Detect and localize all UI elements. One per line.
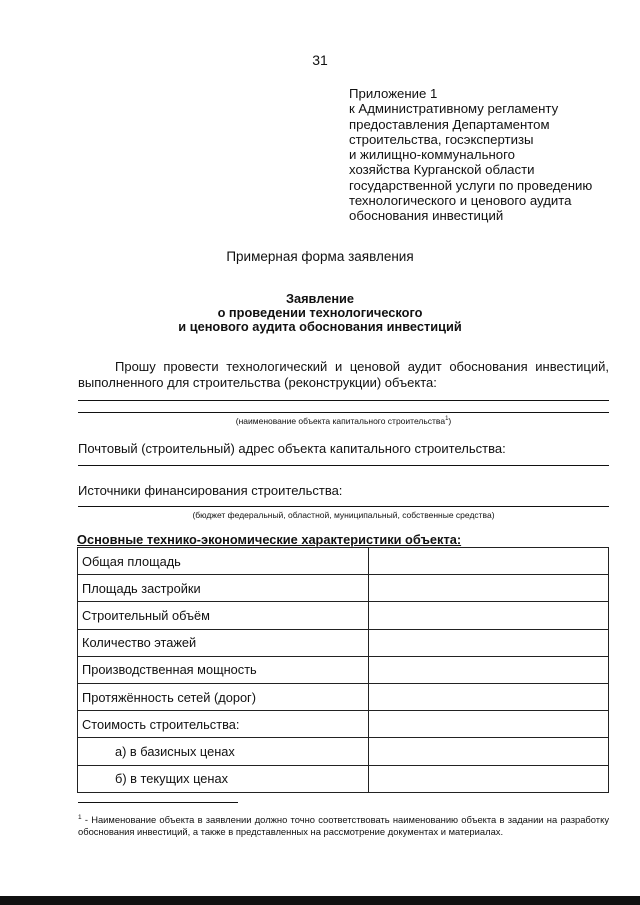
table-row — [78, 548, 609, 575]
appendix-block — [349, 86, 592, 224]
spec-value-cell[interactable] — [369, 683, 609, 710]
appendix-line: предоставления Департаментом — [349, 116, 550, 132]
spec-label: Протяжённость сетей (дорог) — [78, 683, 369, 710]
title-line-2: о проведении технологического — [217, 305, 423, 320]
table-row — [78, 738, 609, 765]
appendix-line: и жилищно-коммунального — [349, 147, 515, 163]
spec-label: Строительный объём — [78, 602, 369, 629]
table-row — [78, 629, 609, 656]
spec-value-cell[interactable] — [369, 575, 609, 602]
appendix-line: обоснования инвестиций — [349, 208, 504, 224]
spec-label: Стоимость строительства: — [78, 711, 369, 738]
specs-table — [77, 547, 609, 793]
spec-value-cell[interactable] — [369, 629, 609, 656]
form-caption: Примерная форма заявления — [226, 249, 414, 264]
appendix-line: к Административному регламенту — [349, 101, 559, 117]
footnote-separator — [78, 802, 238, 803]
title-line-1: Заявление — [285, 291, 355, 306]
table-row — [78, 765, 609, 792]
spec-value-cell[interactable] — [369, 738, 609, 765]
appendix-line: строительства, госэкспертизы — [349, 131, 534, 147]
document-title — [0, 292, 640, 334]
funding-line[interactable] — [78, 506, 609, 507]
object-name-line-1[interactable] — [78, 400, 609, 401]
spec-value-cell[interactable] — [369, 602, 609, 629]
table-row — [78, 683, 609, 710]
appendix-line: государственной услуги по проведению — [349, 177, 593, 193]
footnote-mark: 1 — [78, 814, 82, 821]
scan-border — [0, 896, 640, 905]
page-number: 31 — [312, 52, 328, 68]
spec-value-cell[interactable] — [369, 656, 609, 683]
spec-label: Общая площадь — [78, 548, 369, 575]
table-row — [78, 602, 609, 629]
spec-value-cell[interactable] — [369, 711, 609, 738]
spec-label: Производственная мощность — [78, 656, 369, 683]
spec-label: а) в базисных ценах — [78, 738, 369, 765]
table-row — [78, 575, 609, 602]
funding-label: Источники финансирования строительства: — [78, 483, 343, 498]
spec-label: б) в текущих ценах — [78, 765, 369, 792]
appendix-line: технологического и ценового аудита — [349, 193, 572, 209]
appendix-line: хозяйства Курганской области — [349, 162, 535, 178]
spec-label: Площадь застройки — [78, 575, 369, 602]
title-line-3: и ценового аудита обоснования инвестиций — [178, 319, 462, 334]
spec-value-cell[interactable] — [369, 765, 609, 792]
request-text: Прошу провести технологический и ценовой аудит обоснования инвестиций, выполненного для строительства (реконструкции) объекта: — [78, 359, 609, 390]
table-row — [78, 711, 609, 738]
object-name-line-2[interactable] — [78, 412, 609, 413]
spec-label: Количество этажей — [78, 629, 369, 656]
address-label: Почтовый (строительный) адрес объекта капитального строительства: — [78, 441, 506, 456]
specs-heading: Основные технико-экономические характеристики объекта: — [77, 532, 462, 547]
footnote — [78, 812, 609, 838]
funding-caption: (бюджет федеральный, областной, муниципальный, собственные средства) — [192, 510, 495, 520]
object-name-caption: (наименование объекта капитального строительства$^1$) — [235, 416, 452, 426]
footnote-text: - Наименование объекта в заявлении должно точно соответствовать наименованию объекта в задании на разработку обоснования инвестиций, а также в представленных на рассмотрение документах и материалах. — [78, 814, 609, 838]
spec-value-cell[interactable] — [369, 548, 609, 575]
address-line[interactable] — [78, 465, 609, 466]
table-row — [78, 656, 609, 683]
footnote-ref: 1 — [445, 416, 449, 423]
appendix-line: Приложение 1 — [349, 86, 438, 101]
